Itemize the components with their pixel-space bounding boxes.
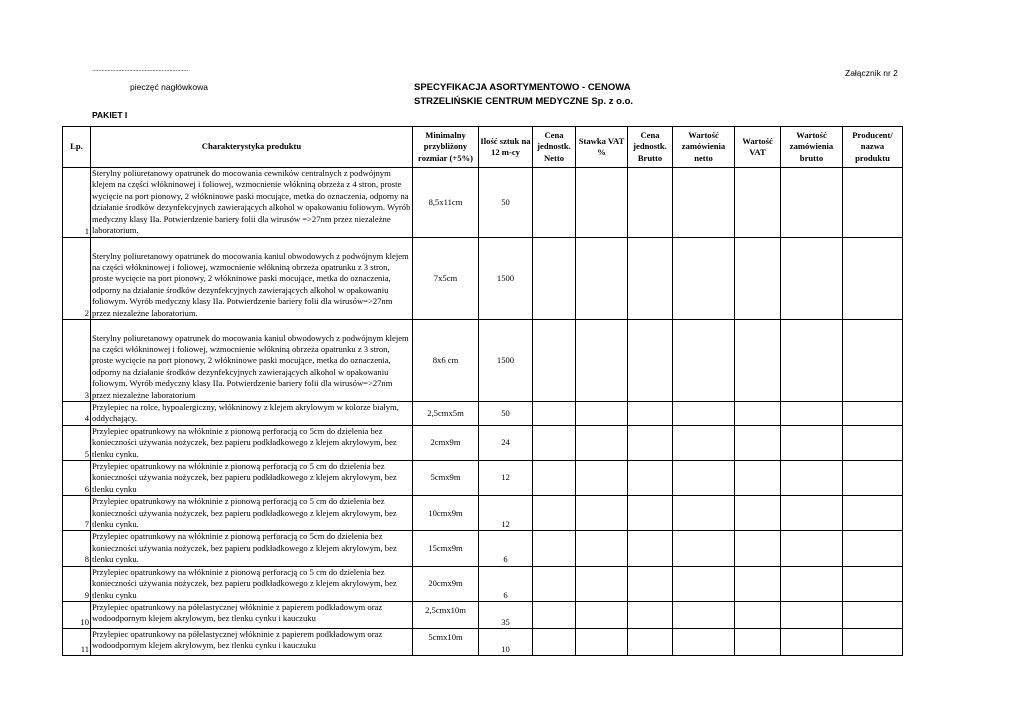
order-net-value-cell[interactable] xyxy=(673,628,735,655)
column-header-vat-rate: Stawka VAT % xyxy=(576,127,628,168)
order-gross-value-cell[interactable] xyxy=(781,628,843,655)
vat-rate-cell[interactable] xyxy=(576,628,628,655)
product-size: 8x6 cm xyxy=(413,320,479,402)
order-gross-value-cell[interactable] xyxy=(781,402,843,426)
product-description: Przylepiec opatrunkowy na włókninie z pionową perforacją co 5cm do dzielenia bez konieczności używania nożyczek, bez papieru podkładkowego z klejem akrylowym, bez tlenku cynku. xyxy=(91,531,413,566)
row-number: 10 xyxy=(63,601,91,628)
row-number: 3 xyxy=(63,320,91,402)
product-quantity: 50 xyxy=(479,402,533,426)
producer-name-cell[interactable] xyxy=(843,496,903,531)
order-net-value-cell[interactable] xyxy=(673,461,735,496)
product-quantity: 6 xyxy=(479,566,533,601)
order-gross-value-cell[interactable] xyxy=(781,238,843,320)
vat-rate-cell[interactable] xyxy=(576,402,628,426)
product-description: Przylepiec opatrunkowy na półelastycznej włókninie z papierem podkładowym oraz wodoodpornym klejem akrylowym, bez tlenku cynku i kauczuku xyxy=(91,601,413,628)
product-size: 2,5cmx5m xyxy=(413,402,479,426)
order-gross-value-cell[interactable] xyxy=(781,320,843,402)
producer-name-cell[interactable] xyxy=(843,461,903,496)
column-header-producer: Producent/ nazwa produktu xyxy=(843,127,903,168)
vat-rate-cell[interactable] xyxy=(576,238,628,320)
order-gross-value-cell[interactable] xyxy=(781,168,843,238)
order-net-value-cell[interactable] xyxy=(673,566,735,601)
column-header-vat-value: Wartość VAT xyxy=(735,127,781,168)
vat-value-cell[interactable] xyxy=(735,601,781,628)
producer-name-cell[interactable] xyxy=(843,320,903,402)
stamp-line: .............................................................. xyxy=(92,66,188,73)
product-size: 2cmx9m xyxy=(413,425,479,460)
table-row xyxy=(63,402,903,426)
column-header-unit-net: Cena jednostk. Netto xyxy=(533,127,576,168)
product-size: 20cmx9m xyxy=(413,566,479,601)
table-row xyxy=(63,628,903,655)
product-quantity: 12 xyxy=(479,496,533,531)
vat-rate-cell[interactable] xyxy=(576,496,628,531)
order-net-value-cell[interactable] xyxy=(673,496,735,531)
producer-name-cell[interactable] xyxy=(843,402,903,426)
product-quantity: 12 xyxy=(479,461,533,496)
product-quantity: 24 xyxy=(479,425,533,460)
product-description: Sterylny poliuretanowy opatrunek do mocowania kaniul obwodowych z podwójnym klejem na części włókninowej i foliowej, wzmocnienie włókniną obrzeża opatrunku z 3 stron, proste wycięcie na port pionowy, 2 włókninowe paski mocujące, metka do oznaczenia, odporny na działanie środków dezynfekcyjnych zawierających alkohol w opakowaniu foliowym. Wyrób medyczny klasy IIa. Potwierdzenie bariery folii dla wirusów=>27nm przez niezależne laboratorium. xyxy=(91,238,413,320)
unit-net-price-cell[interactable] xyxy=(533,425,576,460)
document-title: SPECYFIKACJA ASORTYMENTOWO - CENOWA xyxy=(414,82,631,93)
product-description: Przylepiec opatrunkowy na włókninie z pionową perforacją co 5 cm do dzielenia bez konieczności używania nożyczek, bez papieru podkładkowego z klejem akrylowym, bez tlenku cynku. xyxy=(91,496,413,531)
producer-name-cell[interactable] xyxy=(843,531,903,566)
table-row xyxy=(63,566,903,601)
order-net-value-cell[interactable] xyxy=(673,168,735,238)
product-description: Sterylny poliuretanowy opatrunek do mocowania cewników centralnych z podwójnym klejem na części włókninowej i foliowej, wzmocnienie włókniną obrzeża z 4 stron, proste wycięcie na port pionowy, 2 włókninowe paski mocujące, metka do oznaczenia, odporny na działanie środków dezynfekcyjnych zawierających alkohol w opakowaniu foliowym. Wyrób medyczny klasy IIa. Potwierdzenie bariery folii dla wirusów =>27nm przez niezależne laboratorium. xyxy=(91,168,413,238)
product-description: Przylepiec opatrunkowy na włókninie z pionową perforacją co 5cm do dzielenia bez konieczności używania nożyczek, bez papieru podkładkowego z klejem akrylowym, bez tlenku cynku. xyxy=(91,425,413,460)
table-row xyxy=(63,425,903,460)
vat-value-cell[interactable] xyxy=(735,531,781,566)
unit-net-price-cell[interactable] xyxy=(533,238,576,320)
order-net-value-cell[interactable] xyxy=(673,238,735,320)
product-description: Przylepiec opatrunkowy na włókninie z pionową perforacją co 5 cm do dzielenia bez konieczności używania nożyczek, bez papieru podkładkowego z klejem akrylowym, bez tlenku cynku xyxy=(91,566,413,601)
vat-rate-cell[interactable] xyxy=(576,425,628,460)
order-net-value-cell[interactable] xyxy=(673,320,735,402)
product-size: 5cmx10m xyxy=(413,628,479,655)
row-number: 11 xyxy=(63,628,91,655)
product-description: Sterylny poliuretanowy opatrunek do mocowania kaniul obwodowych z podwójnym klejem na części włókninowej i foliowej, wzmocnienie włókniną obrzeża opatrunku z 3 stron, proste wycięcie na port pionowy, 2 włókninowe paski mocujące, metka do oznaczenia, odporny na działanie środków dezynfekcyjnych zawierających alkohol w opakowaniu foliowym. Wyrób medyczny klasy IIa. Potwierdzenie bariery folii dla wirusów=>27nm przez niezależne laboratorium xyxy=(91,320,413,402)
vat-rate-cell[interactable] xyxy=(576,531,628,566)
row-number: 2 xyxy=(63,238,91,320)
order-gross-value-cell[interactable] xyxy=(781,496,843,531)
product-size: 7x5cm xyxy=(413,238,479,320)
order-net-value-cell[interactable] xyxy=(673,531,735,566)
product-size: 15cmx9m xyxy=(413,531,479,566)
vat-rate-cell[interactable] xyxy=(576,566,628,601)
row-number: 4 xyxy=(63,402,91,426)
unit-gross-price-cell[interactable] xyxy=(628,531,673,566)
vat-value-cell[interactable] xyxy=(735,402,781,426)
unit-net-price-cell[interactable] xyxy=(533,461,576,496)
vat-rate-cell[interactable] xyxy=(576,461,628,496)
unit-net-price-cell[interactable] xyxy=(533,496,576,531)
product-description: Przylepiec opatrunkowy na półelastycznej włókninie z papierem podkładowym oraz wodoodpornym klejem akrylowym, bez tlenku cynku i kauczuku xyxy=(91,628,413,655)
unit-gross-price-cell[interactable] xyxy=(628,566,673,601)
unit-gross-price-cell[interactable] xyxy=(628,601,673,628)
vat-value-cell[interactable] xyxy=(735,320,781,402)
product-size: 10cmx9m xyxy=(413,496,479,531)
specification-table xyxy=(62,126,903,656)
vat-rate-cell[interactable] xyxy=(576,601,628,628)
unit-net-price-cell[interactable] xyxy=(533,320,576,402)
table-header-row xyxy=(63,127,903,168)
product-description: Przylepiec na rolce, hypoalergiczny, włókninowy z klejem akrylowym w kolorze białym, oddychający. xyxy=(91,402,413,426)
column-header-order-net: Wartość zamówienia netto xyxy=(673,127,735,168)
product-size: 2,5cmx10m xyxy=(413,601,479,628)
unit-net-price-cell[interactable] xyxy=(533,531,576,566)
row-number: 1 xyxy=(63,168,91,238)
row-number: 9 xyxy=(63,566,91,601)
vat-value-cell[interactable] xyxy=(735,566,781,601)
column-header-order-gross: Wartość zamówienia brutto xyxy=(781,127,843,168)
vat-value-cell[interactable] xyxy=(735,461,781,496)
table-row xyxy=(63,168,903,238)
unit-net-price-cell[interactable] xyxy=(533,566,576,601)
producer-name-cell[interactable] xyxy=(843,601,903,628)
product-quantity: 1500 xyxy=(479,238,533,320)
vat-rate-cell[interactable] xyxy=(576,168,628,238)
vat-value-cell[interactable] xyxy=(735,238,781,320)
order-gross-value-cell[interactable] xyxy=(781,566,843,601)
vat-value-cell[interactable] xyxy=(735,496,781,531)
vat-value-cell[interactable] xyxy=(735,168,781,238)
stamp-label: pieczęć nagłówkowa xyxy=(130,82,208,92)
unit-gross-price-cell[interactable] xyxy=(628,238,673,320)
order-gross-value-cell[interactable] xyxy=(781,425,843,460)
table-row xyxy=(63,238,903,320)
organization-name: STRZELIŃSKIE CENTRUM MEDYCZNE Sp. z o.o. xyxy=(414,96,634,107)
column-header-description: Charakterystyka produktu xyxy=(91,127,413,168)
column-header-size: Minimalny przybliżony rozmiar (+5%) xyxy=(413,127,479,168)
producer-name-cell[interactable] xyxy=(843,238,903,320)
order-net-value-cell[interactable] xyxy=(673,425,735,460)
row-number: 7 xyxy=(63,496,91,531)
unit-net-price-cell[interactable] xyxy=(533,402,576,426)
column-header-quantity: Ilość sztuk na 12 m-cy xyxy=(479,127,533,168)
unit-gross-price-cell[interactable] xyxy=(628,320,673,402)
unit-net-price-cell[interactable] xyxy=(533,168,576,238)
unit-gross-price-cell[interactable] xyxy=(628,628,673,655)
order-net-value-cell[interactable] xyxy=(673,402,735,426)
order-gross-value-cell[interactable] xyxy=(781,601,843,628)
unit-net-price-cell[interactable] xyxy=(533,601,576,628)
product-description: Przylepiec opatrunkowy na włókninie z pionową perforacją co 5 cm do dzielenia bez konieczności używania nożyczek, bez papieru podkładkowego z klejem akrylowym, bez tlenku cynku xyxy=(91,461,413,496)
row-number: 6 xyxy=(63,461,91,496)
vat-rate-cell[interactable] xyxy=(576,320,628,402)
product-size: 5cmx9m xyxy=(413,461,479,496)
table-row xyxy=(63,496,903,531)
order-gross-value-cell[interactable] xyxy=(781,461,843,496)
unit-gross-price-cell[interactable] xyxy=(628,496,673,531)
product-quantity: 1500 xyxy=(479,320,533,402)
order-gross-value-cell[interactable] xyxy=(781,531,843,566)
table-row xyxy=(63,531,903,566)
unit-gross-price-cell[interactable] xyxy=(628,168,673,238)
unit-net-price-cell[interactable] xyxy=(533,628,576,655)
unit-gross-price-cell[interactable] xyxy=(628,461,673,496)
vat-value-cell[interactable] xyxy=(735,425,781,460)
producer-name-cell[interactable] xyxy=(843,168,903,238)
table-row xyxy=(63,320,903,402)
unit-gross-price-cell[interactable] xyxy=(628,402,673,426)
column-header-lp: Lp. xyxy=(63,127,91,168)
order-net-value-cell[interactable] xyxy=(673,601,735,628)
row-number: 5 xyxy=(63,425,91,460)
product-quantity: 10 xyxy=(479,628,533,655)
attachment-label: Załącznik nr 2 xyxy=(845,68,898,78)
product-quantity: 35 xyxy=(479,601,533,628)
product-quantity: 50 xyxy=(479,168,533,238)
row-number: 8 xyxy=(63,531,91,566)
table-row xyxy=(63,461,903,496)
producer-name-cell[interactable] xyxy=(843,566,903,601)
product-size: 8,5x11cm xyxy=(413,168,479,238)
product-quantity: 6 xyxy=(479,531,533,566)
producer-name-cell[interactable] xyxy=(843,425,903,460)
producer-name-cell[interactable] xyxy=(843,628,903,655)
unit-gross-price-cell[interactable] xyxy=(628,425,673,460)
table-row xyxy=(63,601,903,628)
package-label: PAKIET I xyxy=(92,110,128,120)
column-header-unit-gross: Cena jednostk. Brutto xyxy=(628,127,673,168)
vat-value-cell[interactable] xyxy=(735,628,781,655)
